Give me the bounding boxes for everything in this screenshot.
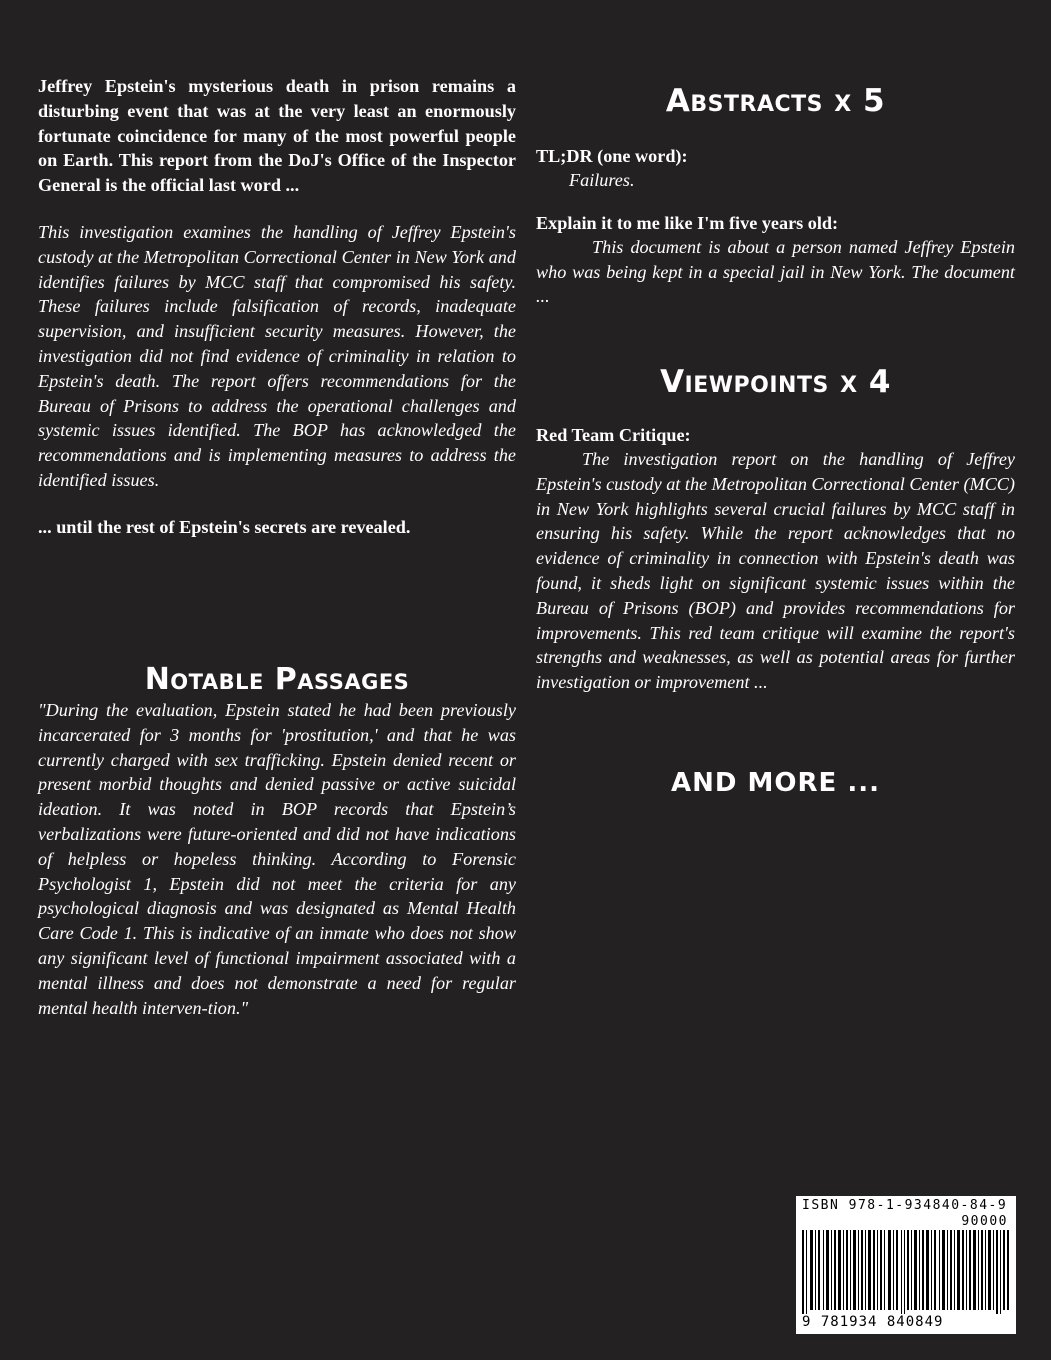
closing-line: ... until the rest of Epstein's secrets are revealed.: [38, 516, 411, 537]
notable-passage-quote: "During the evaluation, Epstein stated he had been previously incarcerated for 3 months for 'prostitution,' and that he was currently charged with sex trafficking. Epstein denied recent or present morbid thoughts and denied passive or active suicidal ideation. It was noted in BOP records that Epstein’s verbalizations were future-oriented and did not have indications of helpless or hopeless thinking. According to Forensic Psychologist 1, Epstein did not meet the criteria for any psychological diagnosis and was designated as Mental Health Care Code 1. This is indicative of an inmate who does not show any significant level of functional impairment associated with a mental illness and does not demonstrate a need for regular mental health interven-tion.": [38, 700, 516, 1018]
notable-passages-section: [38, 660, 516, 1020]
abstracts-heading: Abstracts x 5: [665, 83, 886, 119]
barcode-digits: 9 781934 840849: [802, 1314, 944, 1330]
viewpoints-heading: Viewpoints x 4: [660, 364, 891, 400]
price-code: 90000: [961, 1214, 1008, 1229]
eli5-label: Explain it to me like I'm five years old:: [536, 212, 839, 233]
and-more-section: [536, 768, 1015, 798]
summary-paragraph: This investigation examines the handling of Jeffrey Epstein's custody at the Metropolitan Correctional Center in New York and identifies failures by MCC staff that compromised his safety. These failures include falsification of records, inadequate supervision, and insufficient security measures. However, the investigation did not find evidence of criminality in relation to Epstein's death. The report offers recommendations for the Bureau of Prisons to address the operational challenges and systemic issues identified. The BOP has acknowledged the recommendations and is implementing measures to address the identified issues.: [38, 221, 516, 490]
red-team-label: Red Team Critique:: [536, 425, 691, 445]
abstracts-section: [536, 80, 1015, 309]
intro-bold-paragraph: Jeffrey Epstein's mysterious death in prison remains a disturbing event that was at the very least an enormously fortunate coincidence for many of the most powerful people on Earth. This report from the DoJ's Office of the Inspector General is the official last word ...: [38, 76, 516, 196]
and-more-text: AND MORE ...: [671, 768, 880, 798]
tldr-text: Failures.: [569, 170, 635, 190]
notable-passages-heading: Notable Passages: [144, 662, 410, 697]
left-column: [38, 74, 516, 540]
red-team-text: The investigation report on the handling of Jeffrey Epstein's custody at the Metropolitan Correctional Center (MCC) in New York highlights several crucial failures by MCC staff in ensuring his safety. While the report acknowledges that no evidence of criminality in connection with Epstein's death was found, it sheds light on significant systemic issues within the Bureau of Prisons (BOP) and provides recommendations for improvements. This red team critique will examine the report's strengths and weaknesses, as well as potential areas for further investigation or improvement ...: [536, 449, 1015, 693]
isbn-barcode: [796, 1196, 1016, 1334]
tldr-label: TL;DR (one word):: [536, 146, 688, 166]
isbn-number: ISBN 978-1-934840-84-9: [802, 1198, 1008, 1213]
eli5-text: This document is about a person named Jeffrey Epstein who was being kept in a special jail in New York. The document ...: [536, 236, 1015, 307]
barcode-bars: [802, 1230, 1010, 1314]
viewpoints-section: [536, 361, 1015, 695]
